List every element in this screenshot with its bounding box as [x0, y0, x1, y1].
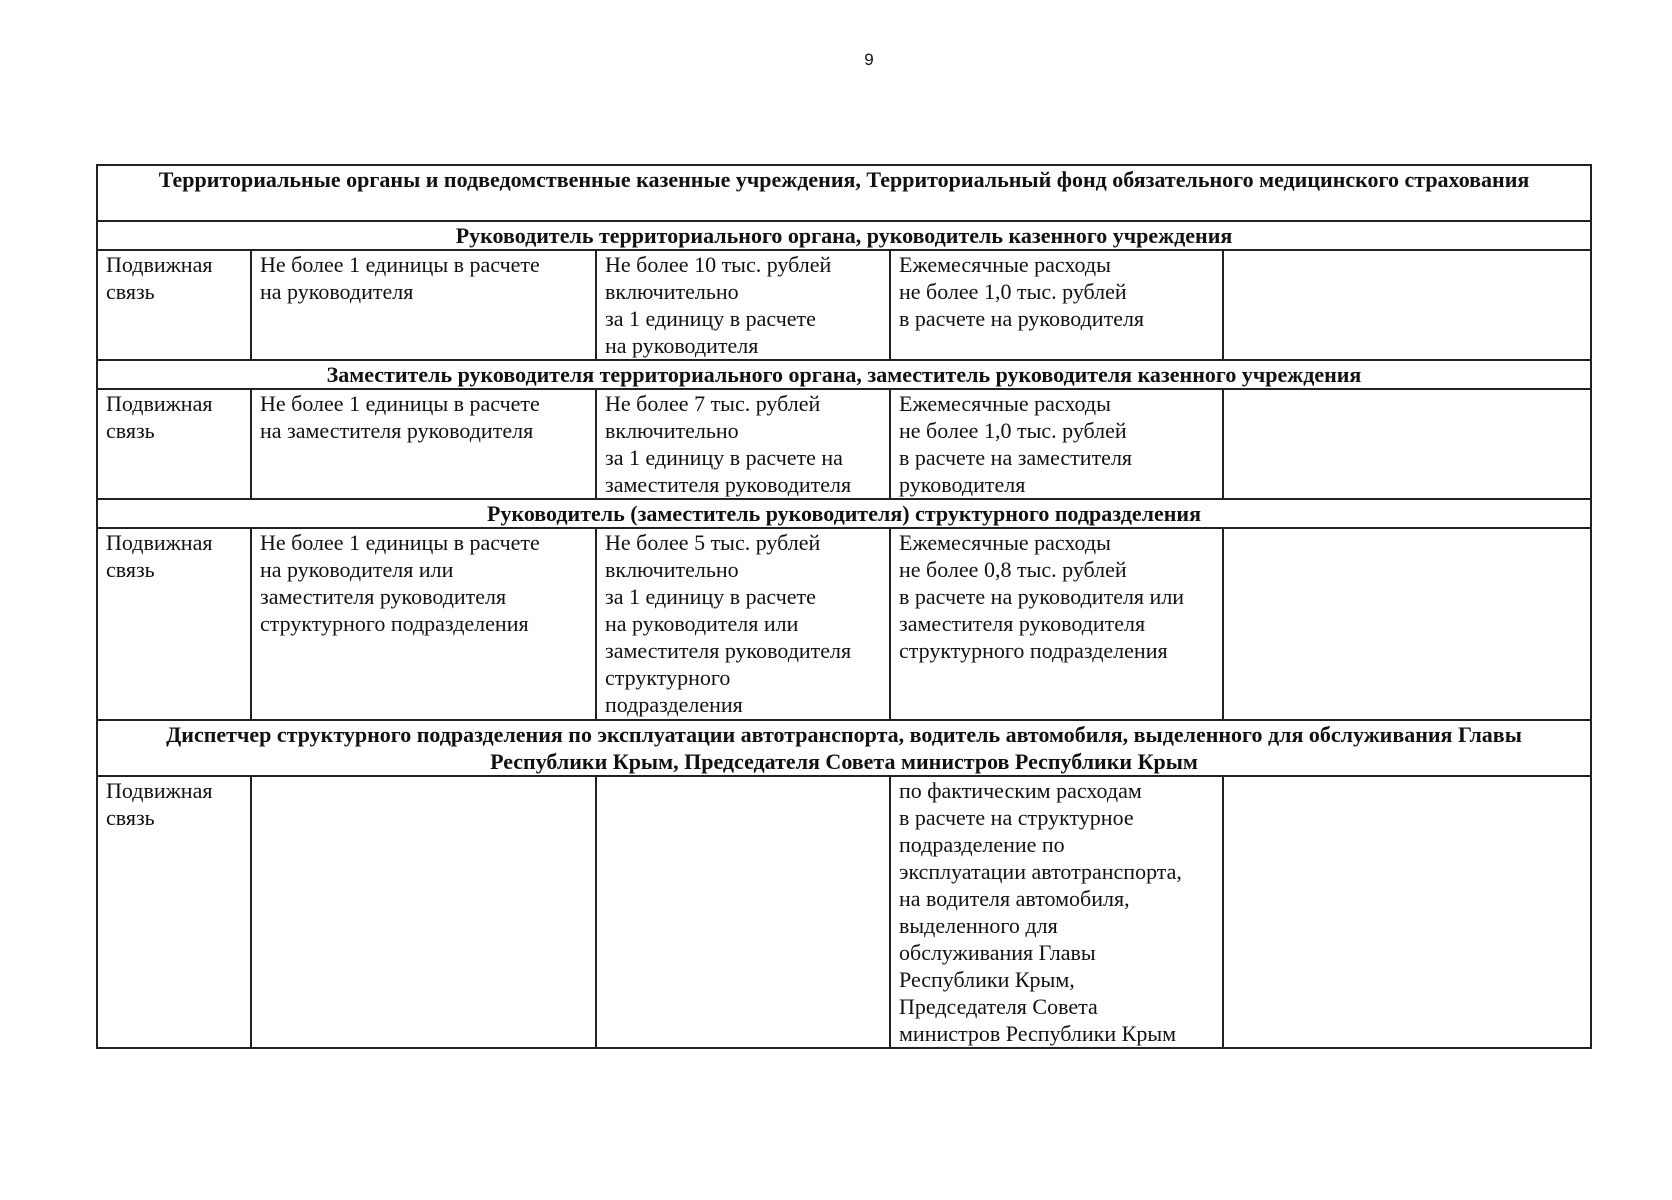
- cell-text-line: Подвижная: [106, 778, 213, 803]
- cell-text-line: в расчете на руководителя или: [899, 584, 1185, 609]
- cell-text-line: структурного подразделения: [260, 611, 529, 636]
- quantity-cell: [251, 250, 596, 360]
- cell-text-line: в расчете на заместителя: [899, 445, 1133, 470]
- cell-text-line: за 1 единицу в расчете: [605, 306, 816, 331]
- service-cell: [97, 528, 251, 720]
- cell-text-line: на руководителя: [260, 279, 414, 304]
- cell-text-line: Ежемесячные расходы: [899, 252, 1111, 277]
- table-row: [97, 389, 1591, 499]
- section-title: Руководитель территориального органа, руководитель казенного учреждения: [97, 221, 1591, 250]
- cell-text-line: на водителя автомобиля,: [899, 886, 1130, 911]
- cell-text-line: на заместителя руководителя: [260, 418, 534, 443]
- extra-cell: [1223, 776, 1591, 1048]
- cell-text-line: по фактическим расходам: [899, 778, 1142, 803]
- cell-text-line: на руководителя: [605, 333, 759, 358]
- service-cell: [97, 776, 251, 1048]
- cell-text-line: связь: [106, 557, 155, 582]
- extra-cell: [1223, 389, 1591, 499]
- cell-text-line: Не более 1 единицы в расчете: [260, 252, 540, 277]
- cell-text-line: обслуживания Главы: [899, 940, 1096, 965]
- cell-text-line: за 1 единицу в расчете: [605, 584, 816, 609]
- cell-text-line: Подвижная: [106, 530, 213, 555]
- cell-text-line: эксплуатации автотранспорта,: [899, 859, 1182, 884]
- cell-text-line: Подвижная: [106, 252, 213, 277]
- table-row: [97, 250, 1591, 360]
- cell-text-line: Не более 5 тыс. рублей: [605, 530, 821, 555]
- cell-text-line: заместителя руководителя: [260, 584, 507, 609]
- section-header-row: [97, 499, 1591, 528]
- section-title: Руководитель (заместитель руководителя) структурного подразделения: [97, 499, 1591, 528]
- cell-text-line: заместителя руководителя: [605, 638, 852, 663]
- quantity-cell: [251, 776, 596, 1048]
- price-cell: [596, 528, 890, 720]
- expenses-cell: [890, 528, 1223, 720]
- service-cell: [97, 250, 251, 360]
- table-body: [97, 165, 1591, 1048]
- cell-text-line: включительно: [605, 557, 739, 582]
- table-row: [97, 776, 1591, 1048]
- group-header-row: [97, 165, 1591, 221]
- cell-text-line: на руководителя или: [605, 611, 799, 636]
- cell-text-line: включительно: [605, 279, 739, 304]
- page-number: 9: [864, 50, 874, 69]
- cell-text-line: в расчете на руководителя: [899, 306, 1145, 331]
- service-cell: [97, 389, 251, 499]
- cell-text-line: Ежемесячные расходы: [899, 391, 1111, 416]
- cell-text-line: Подвижная: [106, 391, 213, 416]
- section-header-row: [97, 221, 1591, 250]
- cell-text-line: подразделения: [605, 692, 743, 717]
- extra-cell: [1223, 528, 1591, 720]
- cell-text-line: Не более 1 единицы в расчете: [260, 530, 540, 555]
- norms-table: [96, 164, 1592, 1049]
- cell-text-line: Не более 1 единицы в расчете: [260, 391, 540, 416]
- cell-text-line: заместителя руководителя: [605, 472, 852, 497]
- price-cell: [596, 389, 890, 499]
- section-title: Диспетчер структурного подразделения по эксплуатации автотранспорта, водитель автомобиля, выделенного для обслуживания Главы Республики Крым, Председателя Совета министров Республики Крым: [97, 720, 1591, 776]
- section-header-row: [97, 720, 1591, 776]
- price-cell: [596, 250, 890, 360]
- cell-text-line: не более 1,0 тыс. рублей: [899, 418, 1127, 443]
- cell-text-line: включительно: [605, 418, 739, 443]
- cell-text-line: Не более 7 тыс. рублей: [605, 391, 821, 416]
- quantity-cell: [251, 528, 596, 720]
- expenses-cell: [890, 389, 1223, 499]
- table-row: [97, 528, 1591, 720]
- cell-text-line: не более 1,0 тыс. рублей: [899, 279, 1127, 304]
- cell-text-line: подразделение по: [899, 832, 1065, 857]
- price-cell: [596, 776, 890, 1048]
- cell-text-line: выделенного для: [899, 913, 1058, 938]
- cell-text-line: на руководителя или: [260, 557, 454, 582]
- expenses-cell: [890, 776, 1223, 1048]
- cell-text-line: за 1 единицу в расчете на: [605, 445, 843, 470]
- cell-text-line: Ежемесячные расходы: [899, 530, 1111, 555]
- cell-text-line: структурного: [605, 665, 731, 690]
- cell-text-line: заместителя руководителя: [899, 611, 1146, 636]
- cell-text-line: Республики Крым,: [899, 967, 1075, 992]
- cell-text-line: связь: [106, 279, 155, 304]
- cell-text-line: не более 0,8 тыс. рублей: [899, 557, 1127, 582]
- section-header-row: [97, 360, 1591, 389]
- cell-text-line: в расчете на структурное: [899, 805, 1134, 830]
- cell-text-line: связь: [106, 418, 155, 443]
- cell-text-line: Не более 10 тыс. рублей: [605, 252, 832, 277]
- group-title: Территориальные органы и подведомственные казенные учреждения, Территориальный фонд обязательного медицинского страхования: [97, 165, 1591, 221]
- cell-text-line: министров Республики Крым: [899, 1021, 1177, 1046]
- cell-text-line: связь: [106, 805, 155, 830]
- cell-text-line: руководителя: [899, 472, 1026, 497]
- expenses-cell: [890, 250, 1223, 360]
- section-title: Заместитель руководителя территориального органа, заместитель руководителя казенного учреждения: [97, 360, 1591, 389]
- quantity-cell: [251, 389, 596, 499]
- extra-cell: [1223, 250, 1591, 360]
- cell-text-line: структурного подразделения: [899, 638, 1168, 663]
- cell-text-line: Председателя Совета: [899, 994, 1098, 1019]
